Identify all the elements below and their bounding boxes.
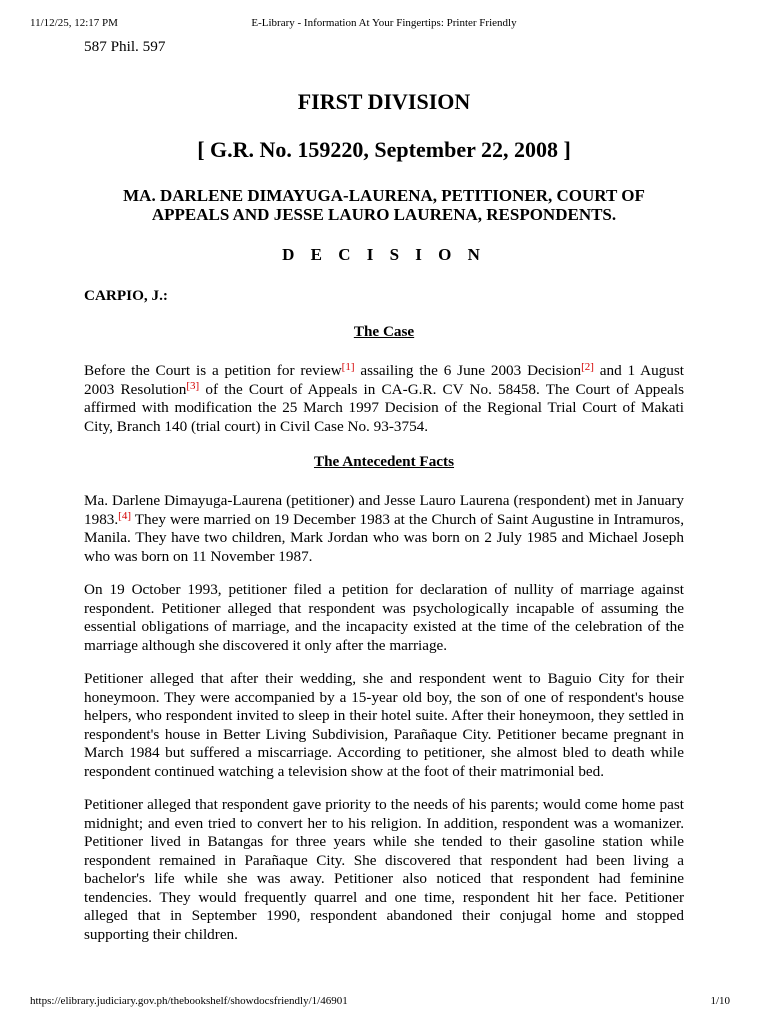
paragraph-text: Ma. Darlene Dimayuga-Laurena (petitioner) and Jesse Lauro Laurena (respondent) met in January 1983.	[84, 492, 684, 528]
print-page-title: E-Library - Information At Your Fingertips: Printer Friendly	[251, 17, 517, 29]
section-title-antecedent-facts: The Antecedent Facts	[313, 453, 455, 470]
paragraph-text: of the Court of Appeals in CA-G.R. CV No. 58458. The Court of Appeals affirmed with modification the 25 March 1997 Decision of the Regional Trial Court of Makati City, Branch 140 (trial court) in Civil Case No. 93-3754.	[84, 380, 684, 435]
print-datetime: 11/12/25, 12:17 PM	[30, 17, 118, 29]
footnote-link[interactable]: [1]	[341, 361, 355, 373]
paragraph: Petitioner alleged that respondent gave priority to the needs of his parents; would come home past midnight; and even tried to convert her to his religion. In addition, respondent was a womanizer. Petitioner lived in Batangas for three years while she tended to their gasoline station while respondent remained in Parañaque City. She discovered that respondent had been living a bachelor's life while she was away. Petitioner also noticed that respondent had feminine tendencies. They would frequently quarrel and one time, respondent hit her face. Petitioner alleged that in September 1990, respondent abandoned their conjugal home and stopped supporting their children.	[84, 796, 684, 943]
paragraph	[84, 362, 684, 436]
section-title-the-case: The Case	[353, 323, 415, 340]
decision-heading: D E C I S I O N	[282, 245, 486, 264]
print-url: https://elibrary.judiciary.gov.ph/thebookshelf/showdocsfriendly/1/46901	[30, 995, 348, 1007]
paragraph: On 19 October 1993, petitioner filed a petition for declaration of nullity of marriage against respondent. Petitioner alleged that respondent was psychologically incapable of assuming the essential obligations of marriage, and the incapacity existed at the time of the celebration of the marriage although she discovered it only after the marriage.	[84, 581, 684, 654]
print-footer	[30, 994, 738, 1008]
footnote-link[interactable]: [2]	[581, 361, 594, 373]
footnote-link[interactable]: [3]	[186, 379, 200, 392]
parties-heading: MA. DARLENE DIMAYUGA-LAURENA, PETITIONER, COURT OF APPEALS AND JESSE LAURO LAURENA, RESPONDENTS.	[123, 186, 645, 224]
document-body	[84, 36, 684, 944]
case-citation: 587 Phil. 597	[84, 38, 166, 55]
ponente: CARPIO, J.:	[84, 287, 168, 304]
paragraph-text: assailing the 6 June 2003 Decision	[354, 362, 582, 379]
paragraph	[84, 492, 684, 566]
print-page-number: 1/10	[710, 995, 730, 1007]
paragraph: Petitioner alleged that after their wedding, she and respondent went to Baguio City for their honeymoon. They were accompanied by a 15-year old boy, the son of one of respondent's house helpers, who respondent invited to sleep in their hotel suite. After their honeymoon, they settled in respondent's house in Better Living Subdivision, Parañaque City. Petitioner became pregnant in March 1984 but suffered a miscarriage. According to petitioner, she almost bled to death while respondent continued watching a television show at the foot of their matrimonial bed.	[84, 670, 684, 780]
paragraph-text: and 1 August 2003 Resolution	[84, 362, 684, 398]
footnote-link[interactable]: [4]	[118, 509, 131, 522]
paragraph-text: Before the Court is a petition for review	[84, 362, 342, 379]
paragraph-text: They were married on 19 December 1983 at the Church of Saint Augustine in Intramuros, Manila. They have two children, Mark Jordan who was born on 2 July 1985 and Michael Joseph who was born on 11 November 1987.	[84, 510, 684, 565]
gr-number-heading: [ G.R. No. 159220, September 22, 2008 ]	[197, 137, 571, 162]
print-header	[30, 16, 738, 30]
division-heading: FIRST DIVISION	[297, 89, 471, 114]
